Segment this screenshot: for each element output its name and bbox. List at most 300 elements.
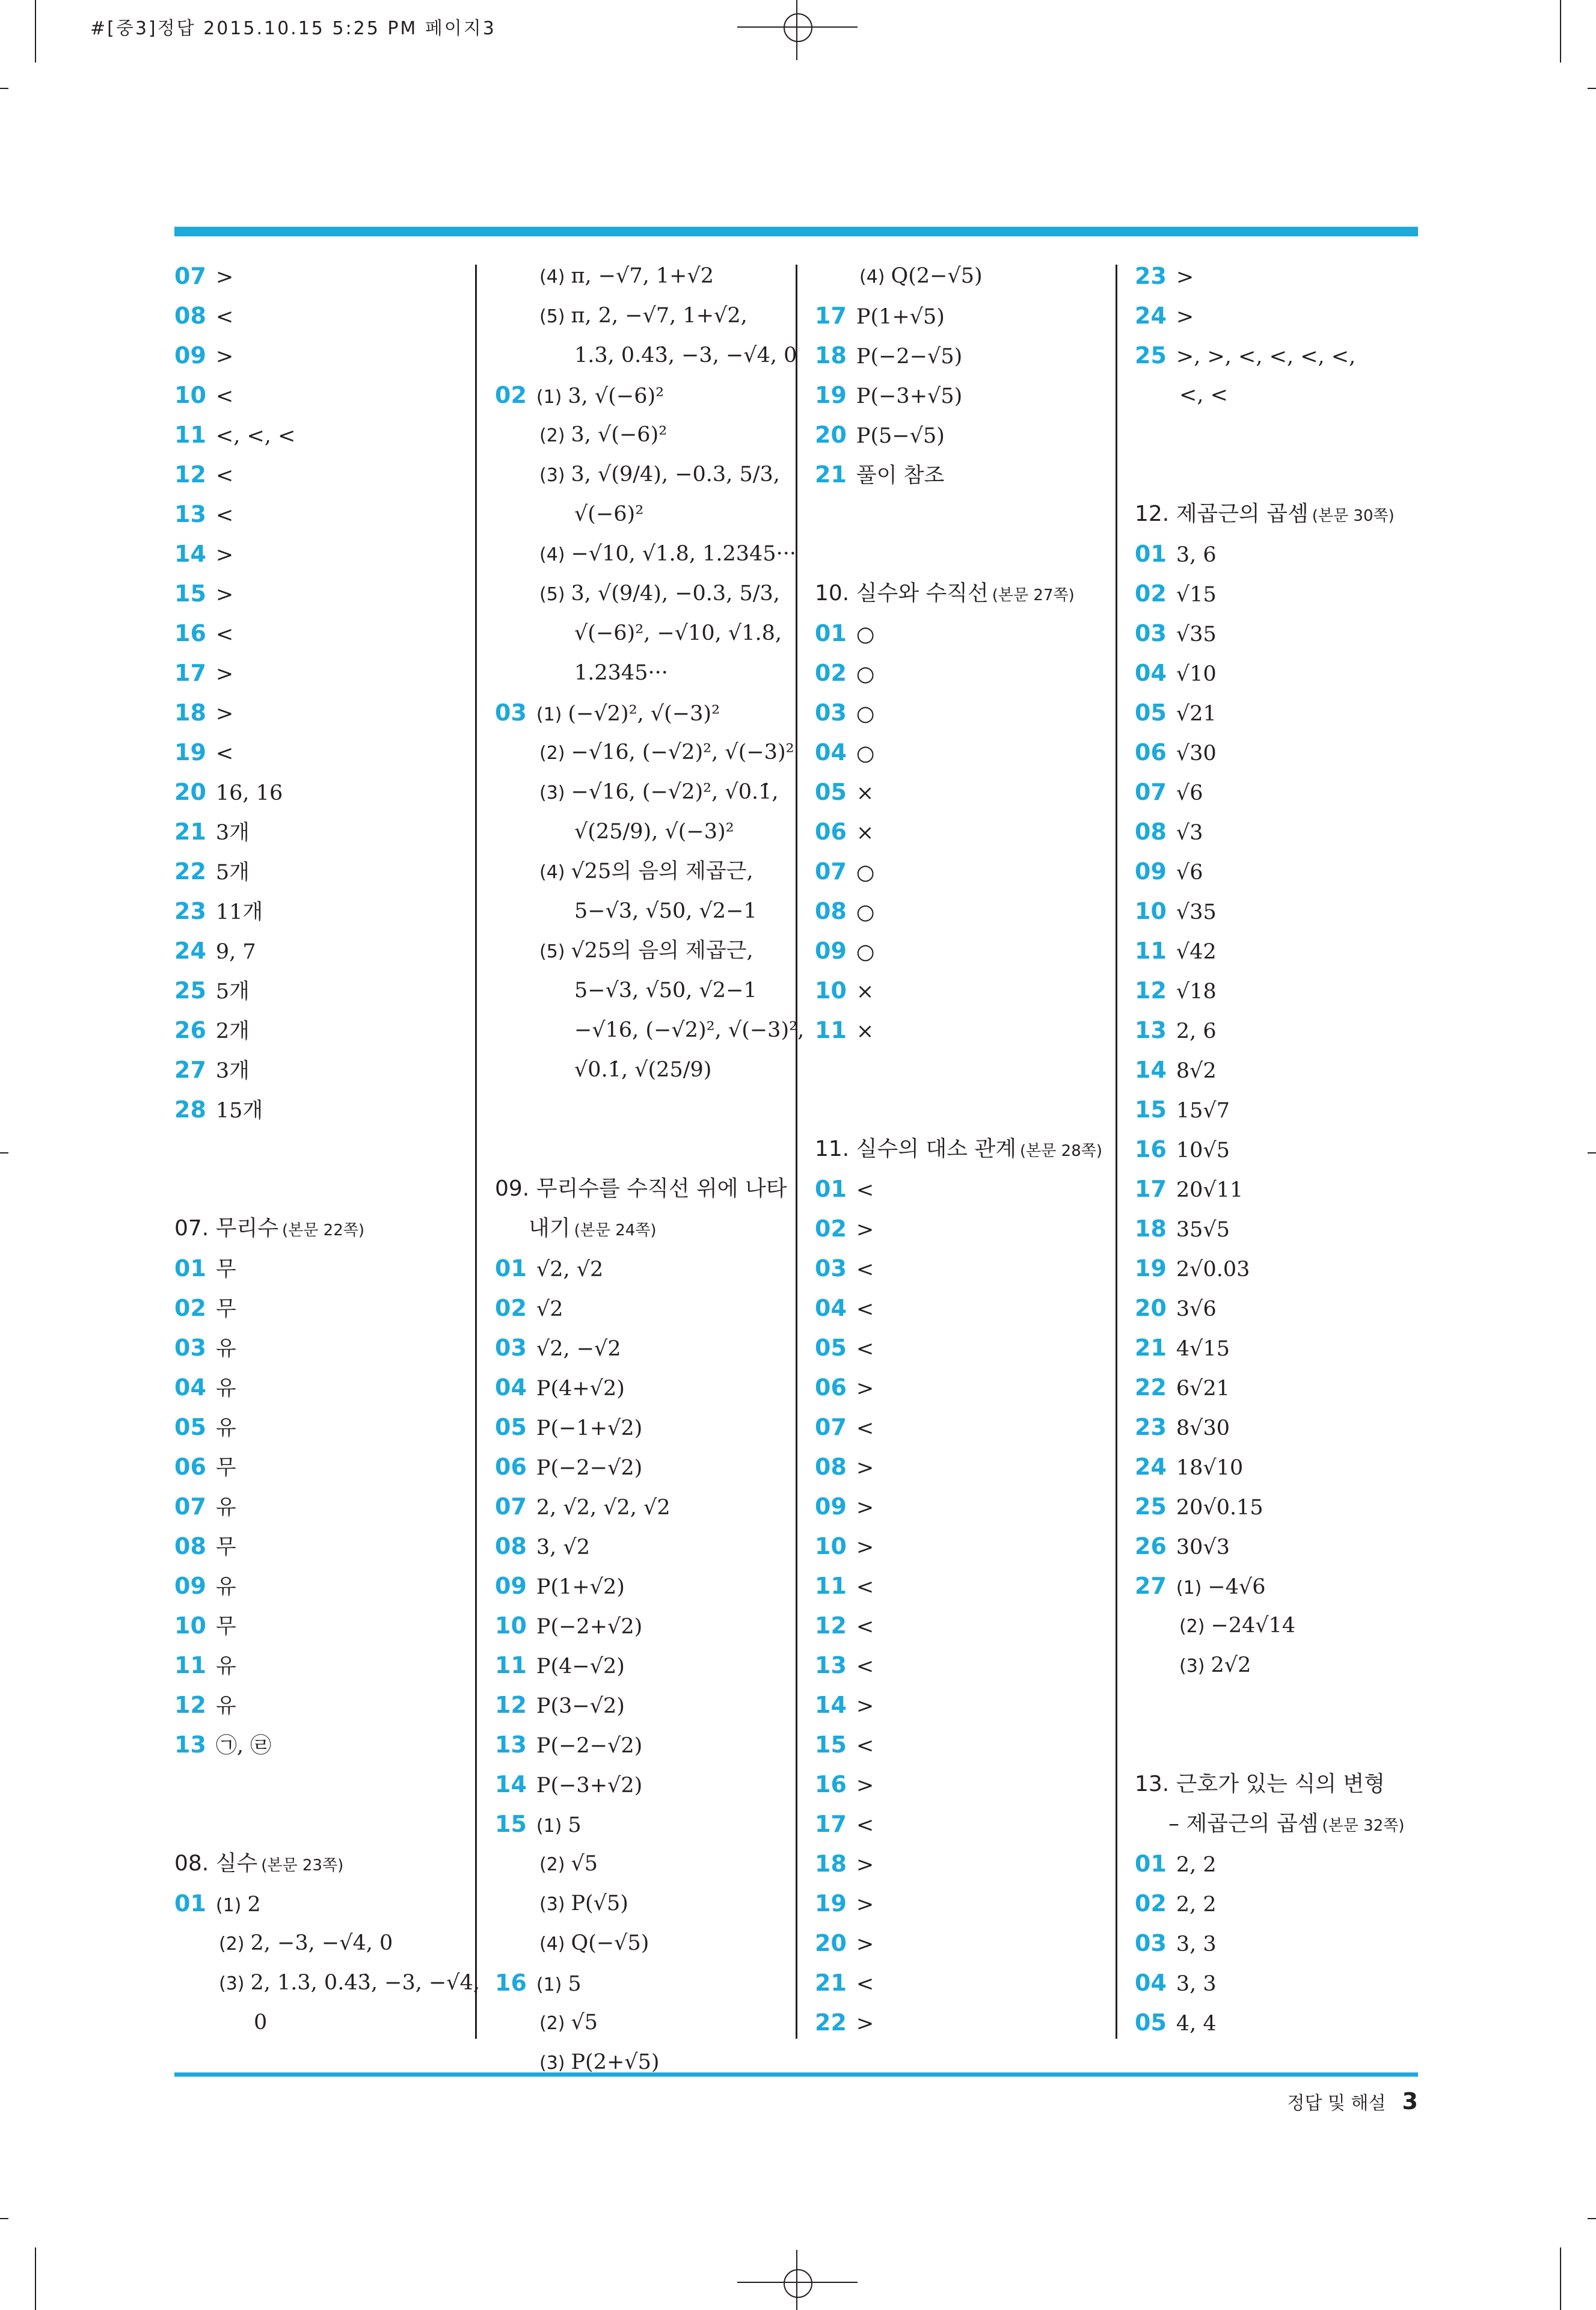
page-reference: (본문 30쪽) <box>1312 507 1395 525</box>
answer-text: < <box>856 1813 874 1837</box>
answer-text: ○ <box>856 662 875 686</box>
answer-text: × <box>856 1019 874 1043</box>
answer-number: 03 <box>174 1335 206 1361</box>
section-title-text: 12. 제곱근의 곱셈 <box>1135 502 1309 526</box>
section-title-text: 11. 실수의 대소 관계 <box>815 1137 1017 1161</box>
answer-text: < <box>856 1575 874 1599</box>
answer-row <box>815 1691 874 1720</box>
answer-number: 09 <box>815 938 847 964</box>
answer-row <box>859 262 983 291</box>
answer-number: 11 <box>815 1573 847 1599</box>
answer-text: 유 <box>215 1377 236 1401</box>
answer-number: 04 <box>1135 1970 1167 1996</box>
answer-number: 12 <box>1135 977 1167 1004</box>
answer-number: 10 <box>174 382 206 408</box>
answer-text: < <box>856 1258 874 1282</box>
answer-text: 9, 7 <box>215 940 256 964</box>
answer-text: √(25/9), √(−3)² <box>574 820 734 844</box>
answer-text: < <box>856 1297 874 1321</box>
answer-number: 10 <box>815 1533 847 1559</box>
crop-mark <box>1560 2247 1561 2310</box>
answer-text: Q(2−√5) <box>891 264 983 288</box>
subitem-label: (2) <box>539 743 565 764</box>
answer-row <box>174 699 233 728</box>
section-title-text: 13. 근호가 있는 식의 변형 <box>1135 1772 1386 1796</box>
answer-number: 13 <box>1135 1017 1167 1043</box>
answer-row <box>574 659 668 687</box>
answer-number: 23 <box>1135 1414 1167 1440</box>
answer-row <box>1135 580 1217 609</box>
answer-row <box>174 1493 236 1522</box>
answer-text: 18√10 <box>1176 1456 1244 1480</box>
answer-text: √0.1̇, √(25/9) <box>574 1058 712 1082</box>
answer-text: × <box>856 980 874 1004</box>
answer-row <box>574 897 757 925</box>
section-title-text: 07. 무리수 <box>174 1216 279 1241</box>
answer-row <box>815 1532 874 1561</box>
answer-row <box>495 1413 642 1442</box>
answer-row <box>174 1612 236 1641</box>
subitem-label: (3) <box>1179 1656 1205 1677</box>
answer-number: 26 <box>1135 1533 1167 1559</box>
subitem-label: (4) <box>539 1934 565 1955</box>
answer-text: < <box>215 503 234 527</box>
section-title <box>1168 1810 1405 1840</box>
subitem-label: (5) <box>539 584 565 605</box>
answer-number: 27 <box>174 1057 206 1083</box>
answer-row <box>815 659 874 688</box>
answer-row <box>174 937 256 966</box>
section-title-text: 09. 무리수를 수직선 위에 나타 <box>495 1176 787 1201</box>
answer-row <box>1179 1651 1251 1680</box>
answer-row <box>1135 699 1217 728</box>
answer-text: P(√5) <box>571 1891 628 1915</box>
answer-number: 14 <box>1135 1057 1167 1083</box>
answer-row <box>1135 1374 1230 1402</box>
answer-text: 무 <box>215 1258 236 1282</box>
answer-row <box>1135 1334 1230 1363</box>
answer-number: 04 <box>174 1374 206 1401</box>
answer-row <box>495 699 720 729</box>
answer-number: 24 <box>1135 1454 1167 1480</box>
answer-text: 20√11 <box>1176 1178 1244 1202</box>
answer-row <box>815 1929 874 1958</box>
answer-row <box>1135 302 1194 331</box>
answer-row <box>815 858 874 886</box>
answer-row <box>815 461 944 490</box>
answer-row <box>1179 381 1228 409</box>
answer-row <box>495 1255 603 1283</box>
answer-row <box>1135 858 1203 886</box>
answer-number: 18 <box>174 699 206 726</box>
answer-number: 04 <box>495 1374 527 1401</box>
answer-text: −√10, √1.8, 1.2345··· <box>571 542 796 566</box>
answer-row <box>495 381 664 411</box>
answer-text: >, >, <, <, <, <, <box>1176 345 1356 369</box>
answer-number: 11 <box>174 422 206 448</box>
answer-number: 03 <box>495 699 527 726</box>
answer-number: 13 <box>495 1731 527 1758</box>
page-reference: (본문 27쪽) <box>992 586 1075 604</box>
answer-text: √3 <box>1176 821 1203 845</box>
page-reference: (본문 22쪽) <box>282 1221 365 1239</box>
answer-number: 22 <box>174 858 206 885</box>
answer-number: 09 <box>174 1573 206 1599</box>
answer-number: 01 <box>815 1176 847 1202</box>
answer-number: 12 <box>174 461 206 488</box>
answer-number: 15 <box>495 1811 527 1837</box>
subitem-label: (4) <box>859 266 885 287</box>
answer-number: 24 <box>174 938 206 964</box>
answer-text: ○ <box>856 900 875 924</box>
answer-row <box>1135 1572 1266 1602</box>
section-title <box>174 1850 343 1879</box>
answer-number: 17 <box>815 1811 847 1837</box>
answer-row <box>815 1374 874 1402</box>
answer-text: ○ <box>856 742 875 766</box>
answer-row <box>815 699 874 728</box>
answer-text: < <box>856 1337 874 1361</box>
answer-text: π, 2, −√7, 1+√2, <box>571 304 747 328</box>
answer-text: 5−√3, √50, √2−1 <box>574 899 757 923</box>
answer-number: 12 <box>495 1692 527 1718</box>
answer-number: 25 <box>1135 342 1167 369</box>
answer-number: 04 <box>815 739 847 766</box>
answer-text: 유 <box>215 1654 236 1679</box>
subitem-label: (2) <box>539 425 565 446</box>
answer-text: P(−2−√5) <box>856 345 963 369</box>
section-title-text: 08. 실수 <box>174 1851 258 1876</box>
answer-number: 03 <box>1135 1930 1167 1956</box>
answer-row <box>1135 977 1217 1006</box>
answer-number: 25 <box>174 977 206 1004</box>
answer-row <box>539 2009 598 2038</box>
answer-row <box>495 1651 625 1680</box>
answer-text: × <box>856 781 874 805</box>
answer-row <box>495 1374 625 1402</box>
answer-text: (−√2)², √(−3)² <box>568 702 720 726</box>
answer-text: > <box>856 1377 874 1401</box>
answer-text: > <box>856 1853 874 1877</box>
answer-row <box>1135 1255 1250 1283</box>
answer-number: 12 <box>815 1612 847 1639</box>
answer-text: P(3−√2) <box>536 1694 625 1718</box>
answer-text: √25의 음의 제곱근, <box>571 859 753 883</box>
answer-text: P(4+√2) <box>536 1377 625 1401</box>
answer-number: 02 <box>815 1215 847 1242</box>
section-title <box>529 1215 657 1244</box>
answer-number: 15 <box>815 1731 847 1758</box>
answer-text: 3, √(9/4), −0.3, 5/3, <box>571 582 780 606</box>
answer-row <box>174 1294 236 1323</box>
answer-number: 01 <box>815 620 847 647</box>
page-footer <box>1287 2088 1418 2115</box>
answer-row <box>815 1334 874 1363</box>
answer-text: < <box>856 1178 874 1202</box>
answer-text: 5개 <box>215 861 250 885</box>
answer-row <box>1135 2009 1217 2038</box>
answer-row <box>174 659 233 688</box>
answer-text: < <box>856 1972 874 1996</box>
answer-row <box>815 1413 874 1442</box>
answer-row <box>1135 1175 1243 1204</box>
answer-row <box>815 1294 874 1323</box>
answer-number: 19 <box>815 382 847 408</box>
answer-text: 2√0.03 <box>1176 1258 1250 1282</box>
answer-row <box>174 897 263 926</box>
answer-row <box>539 302 747 331</box>
answer-text: 3개 <box>215 821 250 845</box>
answer-number: 08 <box>174 303 206 329</box>
answer-row <box>174 619 233 648</box>
answer-text: < <box>856 1416 874 1440</box>
answer-row <box>815 977 874 1006</box>
answer-number: 11 <box>495 1652 527 1679</box>
answer-row <box>815 1850 874 1879</box>
answer-text: 3, √2 <box>536 1535 590 1559</box>
answer-text: 20√0.15 <box>1176 1496 1263 1520</box>
answer-text: √2 <box>536 1297 563 1321</box>
answer-text: > <box>215 702 234 726</box>
answer-number: 14 <box>174 541 206 567</box>
crop-mark <box>1588 2218 1596 2219</box>
answer-text: 유 <box>215 1575 236 1599</box>
answer-row <box>539 778 779 807</box>
answer-row <box>1135 619 1217 648</box>
footer-label: 정답 및 해설 <box>1287 2093 1386 2114</box>
answer-text: √21 <box>1176 702 1217 726</box>
answer-number: 01 <box>1135 1851 1167 1877</box>
answer-row <box>1135 1929 1217 1958</box>
answer-row <box>539 461 780 490</box>
page-number: 3 <box>1402 2088 1418 2115</box>
answer-text: 4√15 <box>1176 1337 1230 1361</box>
answer-number: 15 <box>1135 1096 1167 1123</box>
answer-row <box>539 1850 598 1879</box>
subitem-label: (5) <box>539 941 565 962</box>
answer-number: 02 <box>815 660 847 686</box>
answer-row <box>1135 540 1217 569</box>
answer-text: ○ <box>856 861 875 885</box>
answer-text: 3개 <box>215 1059 250 1083</box>
answer-text: 15√7 <box>1176 1099 1230 1123</box>
answer-number: 02 <box>495 382 527 408</box>
answer-row <box>815 937 874 966</box>
answer-row <box>1135 1135 1230 1164</box>
answer-text: > <box>215 583 234 607</box>
answer-row <box>1135 1294 1217 1323</box>
answer-number: 06 <box>495 1454 527 1480</box>
answer-row <box>174 461 233 490</box>
answer-row <box>1135 1096 1230 1125</box>
answer-text: 유 <box>215 1337 236 1361</box>
answer-row <box>539 937 753 966</box>
answer-text: 유 <box>215 1496 236 1520</box>
answer-row <box>574 818 734 846</box>
answer-text: √(−6)², −√10, √1.8, <box>574 621 782 645</box>
answer-row <box>539 2048 660 2077</box>
answer-row <box>539 580 780 609</box>
answer-number: 05 <box>1135 2009 1167 2036</box>
answer-text: > <box>215 543 234 567</box>
answer-row <box>815 1175 874 1204</box>
answer-number: 04 <box>815 1295 847 1321</box>
answer-number: 11 <box>815 1017 847 1043</box>
answer-number: 22 <box>1135 1374 1167 1401</box>
answer-text: 3, 6 <box>1176 543 1217 567</box>
answer-number: 06 <box>174 1454 206 1480</box>
subitem-label: (2) <box>219 1934 245 1955</box>
answer-text: 3, √(9/4), −0.3, 5/3, <box>571 462 780 487</box>
answer-text: √35 <box>1176 622 1217 647</box>
answer-text: 8√30 <box>1176 1416 1230 1440</box>
answer-number: 03 <box>1135 620 1167 647</box>
section-title <box>1135 1771 1385 1798</box>
answer-number: 22 <box>815 2009 847 2036</box>
answer-row <box>174 858 250 886</box>
answer-number: 19 <box>1135 1255 1167 1282</box>
answer-number: 20 <box>174 779 206 805</box>
answer-text: <, < <box>1179 383 1228 407</box>
answer-row <box>1135 897 1217 926</box>
answer-number: 27 <box>1135 1573 1167 1599</box>
answer-row <box>219 1969 480 1998</box>
answer-number: 20 <box>815 1930 847 1956</box>
answer-row <box>815 739 874 767</box>
answer-text: √6 <box>1176 781 1203 805</box>
answer-text: 3, √(−6)² <box>568 384 664 408</box>
subitem-label: (1) <box>536 387 562 408</box>
answer-text: > <box>215 345 234 369</box>
answer-text: > <box>856 1694 874 1718</box>
answer-text: 무 <box>215 1535 236 1559</box>
answer-text: P(1+√2) <box>536 1575 625 1599</box>
page-reference: (본문 32쪽) <box>1322 1817 1405 1835</box>
answer-row <box>495 1691 625 1720</box>
answer-text: > <box>856 1218 874 1242</box>
answer-text: √35 <box>1176 900 1217 924</box>
crop-mark <box>0 2218 8 2219</box>
answer-number: 05 <box>174 1414 206 1440</box>
answer-number: 13 <box>174 501 206 527</box>
answer-text: 11개 <box>215 900 263 924</box>
answer-row <box>574 977 757 1004</box>
subitem-label: (4) <box>539 862 565 883</box>
answer-row <box>174 500 233 529</box>
subitem-label: (3) <box>539 2053 565 2074</box>
subitem-label: (1) <box>536 1816 562 1837</box>
answer-number: 25 <box>1135 1493 1167 1520</box>
answer-text: > <box>215 265 234 289</box>
section-title <box>815 1135 1102 1165</box>
answer-text: √42 <box>1176 940 1217 964</box>
answer-number: 07 <box>174 263 206 289</box>
answer-text: > <box>856 1893 874 1917</box>
answer-row <box>174 421 295 450</box>
answer-number: 18 <box>815 1851 847 1877</box>
answer-text: < <box>215 622 234 647</box>
answer-number: 02 <box>1135 1890 1167 1917</box>
answer-text: 3√6 <box>1176 1297 1217 1321</box>
answer-number: 16 <box>815 1771 847 1798</box>
subitem-label: (2) <box>1179 1616 1205 1637</box>
answer-number: 11 <box>1135 938 1167 964</box>
answer-row <box>174 1016 250 1045</box>
answer-text: < <box>215 464 234 488</box>
answer-text: P(5−√5) <box>856 424 945 448</box>
answer-row <box>174 342 233 370</box>
answer-number: 01 <box>495 1255 527 1282</box>
answer-row <box>1135 1413 1230 1442</box>
answer-row <box>174 381 233 410</box>
answer-row <box>815 1493 874 1522</box>
answer-row <box>1135 937 1217 966</box>
crop-mark <box>1560 0 1561 63</box>
answer-number: 09 <box>815 1493 847 1520</box>
print-slug: #[중3]정답 2015.10.15 5:25 PM 페이지3 <box>90 18 496 39</box>
answer-text: 3, √(−6)² <box>571 423 668 447</box>
column-divider <box>475 265 477 2039</box>
section-title <box>1135 500 1395 530</box>
answer-number: 14 <box>495 1771 527 1798</box>
answer-number: 28 <box>174 1096 206 1123</box>
crop-mark <box>35 2247 36 2310</box>
answer-number: 07 <box>495 1493 527 1520</box>
answer-row <box>174 1731 271 1760</box>
answer-row <box>539 262 714 291</box>
answer-row <box>174 778 283 807</box>
answer-text: √25의 음의 제곱근, <box>571 939 753 963</box>
answer-text: √5 <box>571 2010 598 2035</box>
answer-number: 17 <box>815 303 847 329</box>
answer-row <box>1135 342 1355 370</box>
answer-row <box>1135 1016 1217 1045</box>
subitem-label: (1) <box>1176 1577 1202 1599</box>
answer-row <box>174 262 233 291</box>
answer-row <box>174 739 233 767</box>
answer-text: > <box>856 1456 874 1480</box>
answer-row <box>174 1334 236 1363</box>
answer-row <box>1135 1850 1217 1879</box>
answer-text: 35√5 <box>1176 1218 1230 1242</box>
answer-row <box>815 1969 874 1998</box>
answer-number: 03 <box>495 1335 527 1361</box>
section-title <box>815 580 1075 609</box>
column-divider <box>796 265 797 2039</box>
answer-row <box>495 1771 642 1799</box>
answer-row <box>495 1532 590 1561</box>
answer-text: √2, −√2 <box>536 1337 621 1361</box>
answer-text: 2, 2 <box>1176 1893 1217 1917</box>
answer-text: 2, 6 <box>1176 1019 1217 1043</box>
answer-row <box>1135 1056 1217 1085</box>
section-title <box>174 1215 364 1244</box>
answer-row <box>574 342 797 369</box>
subitem-label: (1) <box>536 1974 562 1995</box>
answer-row <box>254 2009 267 2036</box>
answer-row <box>1135 1493 1263 1522</box>
answer-text: > <box>1176 305 1194 329</box>
answer-number: 06 <box>815 1374 847 1401</box>
answer-row <box>174 1374 236 1402</box>
answer-number: 04 <box>1135 660 1167 686</box>
page-reference: (본문 28쪽) <box>1020 1142 1102 1160</box>
answer-row <box>815 1731 874 1760</box>
subitem-label: (2) <box>539 2013 565 2034</box>
answer-row <box>174 1572 236 1601</box>
answer-row <box>539 739 794 767</box>
subitem-label: (3) <box>539 465 565 486</box>
